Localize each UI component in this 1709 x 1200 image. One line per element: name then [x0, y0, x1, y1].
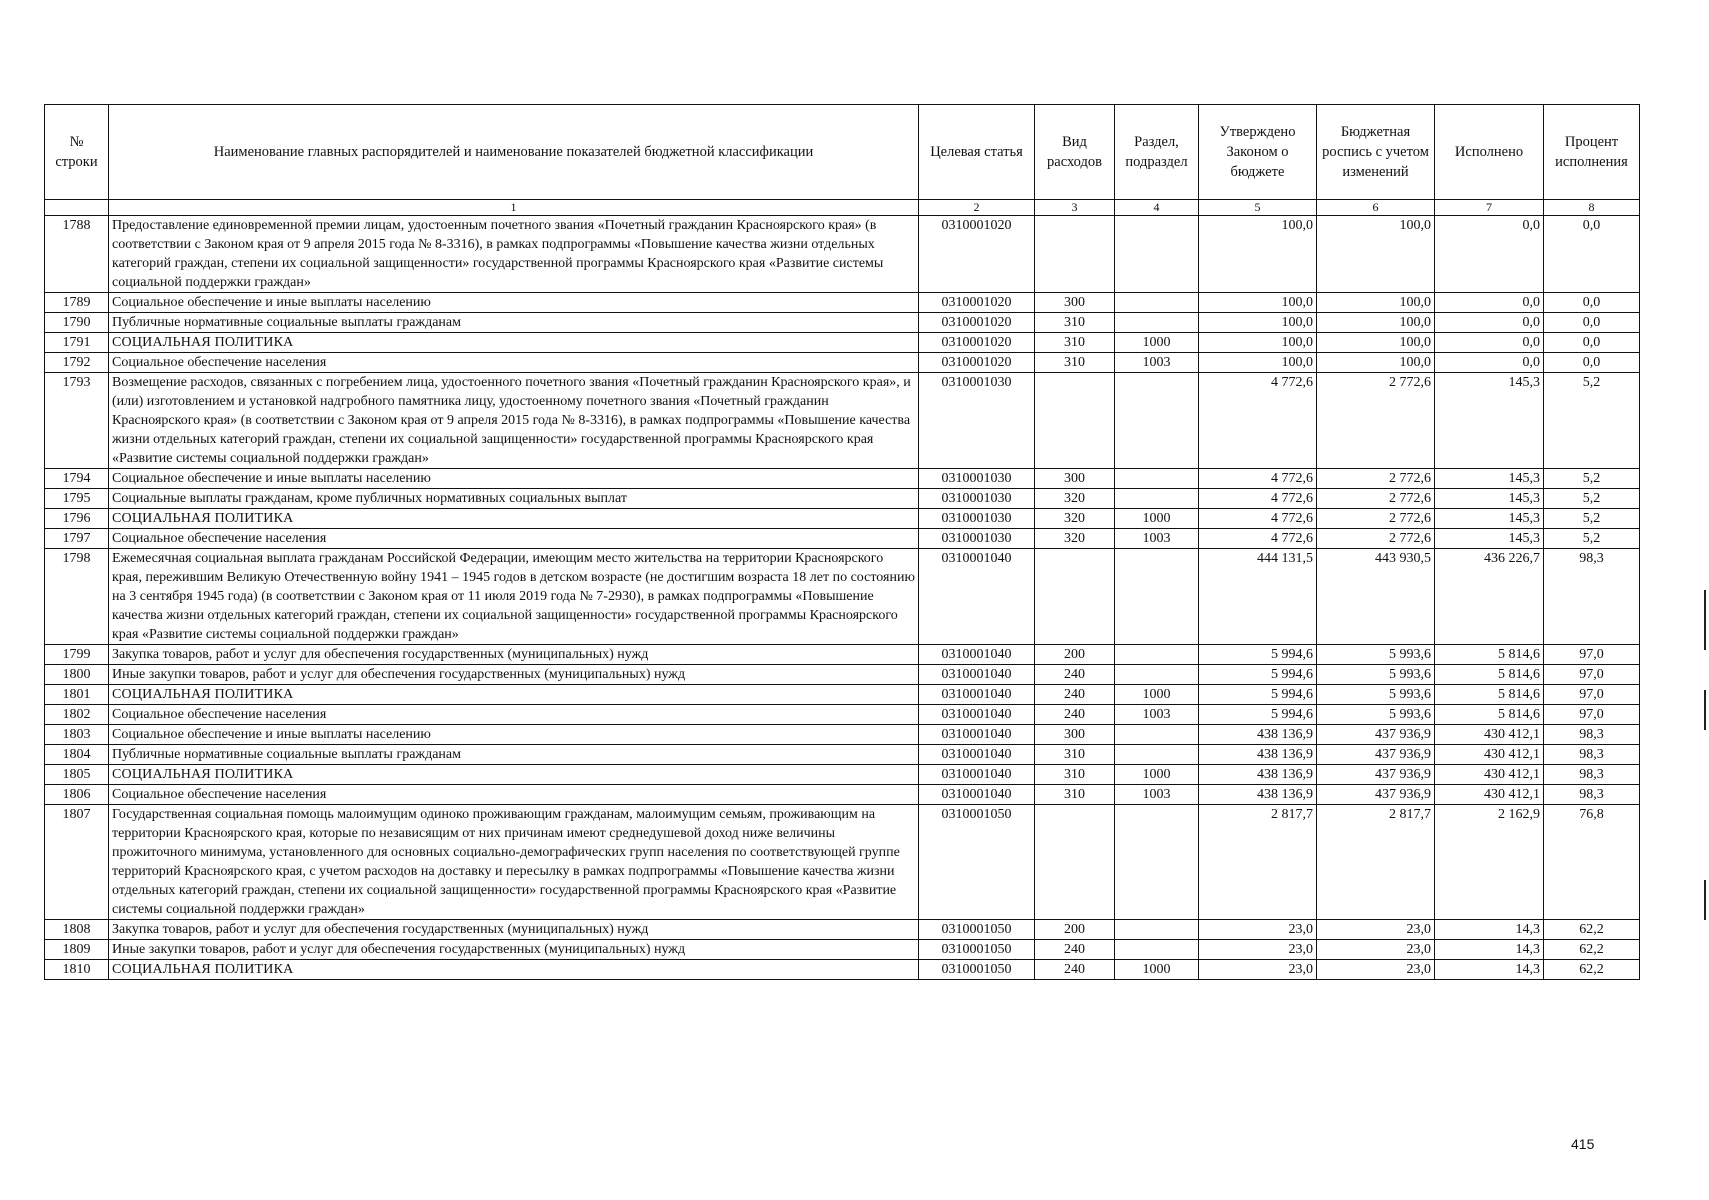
table-row	[45, 489, 1640, 509]
target-article: 0310001020	[919, 216, 1035, 293]
column-number: 3	[1035, 200, 1115, 216]
row-name: Социальное обеспечение и иные выплаты населению	[109, 725, 919, 745]
executed-amount: 0,0	[1435, 293, 1544, 313]
table-row	[45, 665, 1640, 685]
approved-amount: 5 994,6	[1199, 685, 1317, 705]
row-name: Закупка товаров, работ и услуг для обеспечения государственных (муниципальных) нужд	[109, 920, 919, 940]
table-row	[45, 353, 1640, 373]
approved-amount: 5 994,6	[1199, 645, 1317, 665]
expense-type: 300	[1035, 293, 1115, 313]
executed-amount: 14,3	[1435, 940, 1544, 960]
execution-percent: 0,0	[1544, 216, 1640, 293]
execution-percent: 5,2	[1544, 373, 1640, 469]
row-number: 1793	[45, 373, 109, 469]
row-number: 1794	[45, 469, 109, 489]
row-number: 1801	[45, 685, 109, 705]
execution-percent: 97,0	[1544, 645, 1640, 665]
approved-amount: 4 772,6	[1199, 373, 1317, 469]
budget-list-amount: 100,0	[1317, 293, 1435, 313]
target-article: 0310001050	[919, 920, 1035, 940]
section-code	[1115, 805, 1199, 920]
row-name: Социальное обеспечение и иные выплаты населению	[109, 469, 919, 489]
section-code	[1115, 920, 1199, 940]
table-row	[45, 685, 1640, 705]
expense-type: 310	[1035, 333, 1115, 353]
row-number: 1805	[45, 765, 109, 785]
row-name: СОЦИАЛЬНАЯ ПОЛИТИКА	[109, 685, 919, 705]
row-number: 1799	[45, 645, 109, 665]
row-name: Ежемесячная социальная выплата гражданам Российской Федерации, имеющим место жительства на территории Красноярского края, пережившим Великую Отечественную войну 1941 – 1945 годов в детском возрасте (не достигшим возраста 18 лет по состоянию на 3 сентября 1945 года) (в соответствии с Законом края от 11 июля 2019 года № 7-2930), в рамках подпрограммы «Повышение качества жизни отдельных категорий граждан, степени их социальной защищенности» государственной программы Красноярского края «Развитие системы социальной поддержки граждан»	[109, 549, 919, 645]
approved-amount: 444 131,5	[1199, 549, 1317, 645]
column-number: 5	[1199, 200, 1317, 216]
table-row	[45, 509, 1640, 529]
expense-type: 200	[1035, 645, 1115, 665]
section-code: 1000	[1115, 765, 1199, 785]
column-numbering-row	[45, 200, 1640, 216]
execution-percent: 5,2	[1544, 509, 1640, 529]
expense-type: 240	[1035, 665, 1115, 685]
section-code: 1003	[1115, 785, 1199, 805]
header-section: Раздел, подраздел	[1115, 105, 1199, 200]
approved-amount: 438 136,9	[1199, 725, 1317, 745]
approved-amount: 100,0	[1199, 293, 1317, 313]
execution-percent: 5,2	[1544, 529, 1640, 549]
column-number: 7	[1435, 200, 1544, 216]
budget-list-amount: 100,0	[1317, 333, 1435, 353]
expense-type	[1035, 549, 1115, 645]
execution-percent: 76,8	[1544, 805, 1640, 920]
row-name: Социальные выплаты гражданам, кроме публичных нормативных социальных выплат	[109, 489, 919, 509]
approved-amount: 100,0	[1199, 313, 1317, 333]
executed-amount: 430 412,1	[1435, 725, 1544, 745]
row-name: Социальное обеспечение населения	[109, 705, 919, 725]
section-code	[1115, 645, 1199, 665]
expense-type: 240	[1035, 705, 1115, 725]
budget-table	[44, 104, 1640, 980]
row-number: 1796	[45, 509, 109, 529]
table-row	[45, 940, 1640, 960]
executed-amount: 5 814,6	[1435, 705, 1544, 725]
target-article: 0310001050	[919, 960, 1035, 980]
row-name: Социальное обеспечение населения	[109, 785, 919, 805]
section-code	[1115, 469, 1199, 489]
target-article: 0310001020	[919, 353, 1035, 373]
section-code	[1115, 293, 1199, 313]
execution-percent: 98,3	[1544, 765, 1640, 785]
executed-amount: 145,3	[1435, 469, 1544, 489]
budget-list-amount: 100,0	[1317, 313, 1435, 333]
execution-percent: 62,2	[1544, 940, 1640, 960]
execution-percent: 97,0	[1544, 705, 1640, 725]
executed-amount: 14,3	[1435, 960, 1544, 980]
execution-percent: 98,3	[1544, 745, 1640, 765]
section-code	[1115, 940, 1199, 960]
expense-type	[1035, 216, 1115, 293]
execution-percent: 0,0	[1544, 313, 1640, 333]
target-article: 0310001050	[919, 940, 1035, 960]
expense-type: 320	[1035, 509, 1115, 529]
row-number: 1789	[45, 293, 109, 313]
approved-amount: 23,0	[1199, 940, 1317, 960]
table-row	[45, 785, 1640, 805]
budget-list-amount: 5 993,6	[1317, 685, 1435, 705]
budget-list-amount: 2 772,6	[1317, 489, 1435, 509]
executed-amount: 0,0	[1435, 313, 1544, 333]
row-name: СОЦИАЛЬНАЯ ПОЛИТИКА	[109, 765, 919, 785]
header-row	[45, 105, 1640, 200]
approved-amount: 4 772,6	[1199, 529, 1317, 549]
row-number: 1790	[45, 313, 109, 333]
row-number: 1797	[45, 529, 109, 549]
budget-list-amount: 437 936,9	[1317, 765, 1435, 785]
row-number: 1791	[45, 333, 109, 353]
budget-list-amount: 23,0	[1317, 920, 1435, 940]
approved-amount: 438 136,9	[1199, 765, 1317, 785]
row-number: 1807	[45, 805, 109, 920]
expense-type: 240	[1035, 940, 1115, 960]
budget-list-amount: 437 936,9	[1317, 785, 1435, 805]
approved-amount: 4 772,6	[1199, 489, 1317, 509]
target-article: 0310001050	[919, 805, 1035, 920]
table-row	[45, 293, 1640, 313]
budget-list-amount: 23,0	[1317, 940, 1435, 960]
expense-type: 300	[1035, 469, 1115, 489]
header-percent: Процент исполнения	[1544, 105, 1640, 200]
table-row	[45, 373, 1640, 469]
expense-type: 310	[1035, 353, 1115, 373]
section-code	[1115, 313, 1199, 333]
budget-list-amount: 100,0	[1317, 353, 1435, 373]
table-row	[45, 216, 1640, 293]
row-name: Иные закупки товаров, работ и услуг для обеспечения государственных (муниципальных) нужд	[109, 665, 919, 685]
row-number: 1798	[45, 549, 109, 645]
target-article: 0310001040	[919, 685, 1035, 705]
expense-type: 240	[1035, 960, 1115, 980]
target-article: 0310001040	[919, 705, 1035, 725]
header-expense-type: Вид расходов	[1035, 105, 1115, 200]
column-number: 1	[109, 200, 919, 216]
expense-type	[1035, 373, 1115, 469]
row-name: Социальное обеспечение населения	[109, 529, 919, 549]
row-number: 1806	[45, 785, 109, 805]
executed-amount: 0,0	[1435, 216, 1544, 293]
budget-list-amount: 5 993,6	[1317, 665, 1435, 685]
column-number: 8	[1544, 200, 1640, 216]
execution-percent: 98,3	[1544, 725, 1640, 745]
table-row	[45, 705, 1640, 725]
row-number: 1810	[45, 960, 109, 980]
row-name: Социальное обеспечение населения	[109, 353, 919, 373]
approved-amount: 2 817,7	[1199, 805, 1317, 920]
target-article: 0310001040	[919, 645, 1035, 665]
row-name: СОЦИАЛЬНАЯ ПОЛИТИКА	[109, 509, 919, 529]
approved-amount: 100,0	[1199, 216, 1317, 293]
approved-amount: 100,0	[1199, 353, 1317, 373]
scan-edge-mark	[1704, 690, 1706, 730]
budget-list-amount: 100,0	[1317, 216, 1435, 293]
approved-amount: 23,0	[1199, 920, 1317, 940]
budget-list-amount: 2 817,7	[1317, 805, 1435, 920]
execution-percent: 5,2	[1544, 469, 1640, 489]
execution-percent: 62,2	[1544, 920, 1640, 940]
executed-amount: 145,3	[1435, 529, 1544, 549]
executed-amount: 430 412,1	[1435, 785, 1544, 805]
execution-percent: 5,2	[1544, 489, 1640, 509]
table-row	[45, 333, 1640, 353]
row-number: 1800	[45, 665, 109, 685]
row-number: 1802	[45, 705, 109, 725]
header-name: Наименование главных распорядителей и наименование показателей бюджетной классификации	[109, 105, 919, 200]
table-row	[45, 725, 1640, 745]
expense-type: 300	[1035, 725, 1115, 745]
expense-type: 200	[1035, 920, 1115, 940]
executed-amount: 145,3	[1435, 509, 1544, 529]
expense-type	[1035, 805, 1115, 920]
header-approved: Утверждено Законом о бюджете	[1199, 105, 1317, 200]
table-row	[45, 469, 1640, 489]
expense-type: 320	[1035, 489, 1115, 509]
target-article: 0310001030	[919, 529, 1035, 549]
budget-list-amount: 443 930,5	[1317, 549, 1435, 645]
table-row	[45, 960, 1640, 980]
row-name: Возмещение расходов, связанных с погребением лица, удостоенного почетного звания «Почетный гражданин Красноярского края», и (или) изготовлением и установкой надгробного памятника лицу, удостоенному почетного звания «Почетный гражданин Красноярского края» (в соответствии с Законом края от 9 апреля 2015 года № 8-3316), в рамках подпрограммы «Повышение качества жизни отдельных категорий граждан, степени их социальной защищенности» государственной программы Красноярского края «Развитие системы социальной поддержки граждан»	[109, 373, 919, 469]
table-row	[45, 745, 1640, 765]
target-article: 0310001040	[919, 549, 1035, 645]
scan-edge-mark	[1704, 880, 1706, 920]
header-row-number: № строки	[45, 105, 109, 200]
column-number: 6	[1317, 200, 1435, 216]
row-number: 1808	[45, 920, 109, 940]
budget-list-amount: 437 936,9	[1317, 725, 1435, 745]
executed-amount: 5 814,6	[1435, 685, 1544, 705]
row-name: Публичные нормативные социальные выплаты гражданам	[109, 745, 919, 765]
target-article: 0310001040	[919, 765, 1035, 785]
budget-list-amount: 23,0	[1317, 960, 1435, 980]
section-code	[1115, 373, 1199, 469]
column-number: 4	[1115, 200, 1199, 216]
section-code: 1003	[1115, 353, 1199, 373]
executed-amount: 430 412,1	[1435, 745, 1544, 765]
row-name: Предоставление единовременной премии лицам, удостоенным почетного звания «Почетный гражданин Красноярского края» (в соответствии с Законом края от 9 апреля 2015 года № 8-3316), в рамках подпрограммы «Повышение качества жизни отдельных категорий граждан, степени их социальной защищенности» государственной программы Красноярского края «Развитие системы социальной поддержки граждан»	[109, 216, 919, 293]
column-number	[45, 200, 109, 216]
expense-type: 310	[1035, 765, 1115, 785]
row-name: СОЦИАЛЬНАЯ ПОЛИТИКА	[109, 960, 919, 980]
executed-amount: 5 814,6	[1435, 665, 1544, 685]
target-article: 0310001020	[919, 333, 1035, 353]
table-row	[45, 805, 1640, 920]
row-name: Закупка товаров, работ и услуг для обеспечения государственных (муниципальных) нужд	[109, 645, 919, 665]
section-code: 1000	[1115, 685, 1199, 705]
row-name: Социальное обеспечение и иные выплаты населению	[109, 293, 919, 313]
page-number: 415	[1571, 1136, 1595, 1152]
approved-amount: 5 994,6	[1199, 705, 1317, 725]
approved-amount: 438 136,9	[1199, 785, 1317, 805]
row-number: 1803	[45, 725, 109, 745]
section-code: 1000	[1115, 960, 1199, 980]
expense-type: 310	[1035, 785, 1115, 805]
section-code: 1003	[1115, 705, 1199, 725]
executed-amount: 0,0	[1435, 333, 1544, 353]
column-number: 2	[919, 200, 1035, 216]
row-name: Публичные нормативные социальные выплаты гражданам	[109, 313, 919, 333]
execution-percent: 0,0	[1544, 293, 1640, 313]
target-article: 0310001020	[919, 313, 1035, 333]
execution-percent: 97,0	[1544, 665, 1640, 685]
approved-amount: 438 136,9	[1199, 745, 1317, 765]
target-article: 0310001030	[919, 509, 1035, 529]
section-code: 1000	[1115, 333, 1199, 353]
row-name: Государственная социальная помощь малоимущим одиноко проживающим гражданам, малоимущим семьям, проживающим на территории Красноярского края, которые по независящим от них причинам имеют среднедушевой доход ниже величины прожиточного минимума, установленного для основных социально-демографических групп населения по соответствующей группе территорий Красноярского края, с учетом расходов на доставку и пересылку в рамках подпрограммы «Повышение качества жизни отдельных категорий граждан, степени их социальной защищенности» государственной программы Красноярского края «Развитие системы социальной поддержки граждан»	[109, 805, 919, 920]
table-row	[45, 549, 1640, 645]
execution-percent: 62,2	[1544, 960, 1640, 980]
target-article: 0310001030	[919, 489, 1035, 509]
target-article: 0310001020	[919, 293, 1035, 313]
section-code: 1000	[1115, 509, 1199, 529]
approved-amount: 5 994,6	[1199, 665, 1317, 685]
expense-type: 240	[1035, 685, 1115, 705]
section-code	[1115, 725, 1199, 745]
row-number: 1788	[45, 216, 109, 293]
target-article: 0310001040	[919, 745, 1035, 765]
row-name: СОЦИАЛЬНАЯ ПОЛИТИКА	[109, 333, 919, 353]
row-number: 1804	[45, 745, 109, 765]
target-article: 0310001040	[919, 785, 1035, 805]
expense-type: 310	[1035, 745, 1115, 765]
budget-list-amount: 2 772,6	[1317, 529, 1435, 549]
row-number: 1809	[45, 940, 109, 960]
section-code	[1115, 216, 1199, 293]
row-number: 1792	[45, 353, 109, 373]
row-name: Иные закупки товаров, работ и услуг для обеспечения государственных (муниципальных) нужд	[109, 940, 919, 960]
section-code	[1115, 549, 1199, 645]
target-article: 0310001030	[919, 373, 1035, 469]
execution-percent: 0,0	[1544, 353, 1640, 373]
target-article: 0310001040	[919, 665, 1035, 685]
target-article: 0310001040	[919, 725, 1035, 745]
approved-amount: 100,0	[1199, 333, 1317, 353]
header-executed: Исполнено	[1435, 105, 1544, 200]
approved-amount: 23,0	[1199, 960, 1317, 980]
executed-amount: 145,3	[1435, 489, 1544, 509]
executed-amount: 14,3	[1435, 920, 1544, 940]
executed-amount: 0,0	[1435, 353, 1544, 373]
section-code	[1115, 745, 1199, 765]
table-row	[45, 313, 1640, 333]
budget-list-amount: 437 936,9	[1317, 745, 1435, 765]
table-row	[45, 920, 1640, 940]
executed-amount: 5 814,6	[1435, 645, 1544, 665]
executed-amount: 145,3	[1435, 373, 1544, 469]
section-code	[1115, 489, 1199, 509]
header-budget-list: Бюджетная роспись с учетом изменений	[1317, 105, 1435, 200]
executed-amount: 430 412,1	[1435, 765, 1544, 785]
section-code	[1115, 665, 1199, 685]
budget-list-amount: 5 993,6	[1317, 705, 1435, 725]
expense-type: 320	[1035, 529, 1115, 549]
executed-amount: 436 226,7	[1435, 549, 1544, 645]
execution-percent: 98,3	[1544, 785, 1640, 805]
target-article: 0310001030	[919, 469, 1035, 489]
table-row	[45, 765, 1640, 785]
approved-amount: 4 772,6	[1199, 509, 1317, 529]
table-row	[45, 645, 1640, 665]
execution-percent: 0,0	[1544, 333, 1640, 353]
budget-list-amount: 2 772,6	[1317, 373, 1435, 469]
table-row	[45, 529, 1640, 549]
approved-amount: 4 772,6	[1199, 469, 1317, 489]
section-code: 1003	[1115, 529, 1199, 549]
budget-list-amount: 5 993,6	[1317, 645, 1435, 665]
budget-list-amount: 2 772,6	[1317, 509, 1435, 529]
budget-list-amount: 2 772,6	[1317, 469, 1435, 489]
execution-percent: 97,0	[1544, 685, 1640, 705]
row-number: 1795	[45, 489, 109, 509]
scan-edge-mark	[1704, 590, 1706, 650]
executed-amount: 2 162,9	[1435, 805, 1544, 920]
header-target-article: Целевая статья	[919, 105, 1035, 200]
expense-type: 310	[1035, 313, 1115, 333]
execution-percent: 98,3	[1544, 549, 1640, 645]
